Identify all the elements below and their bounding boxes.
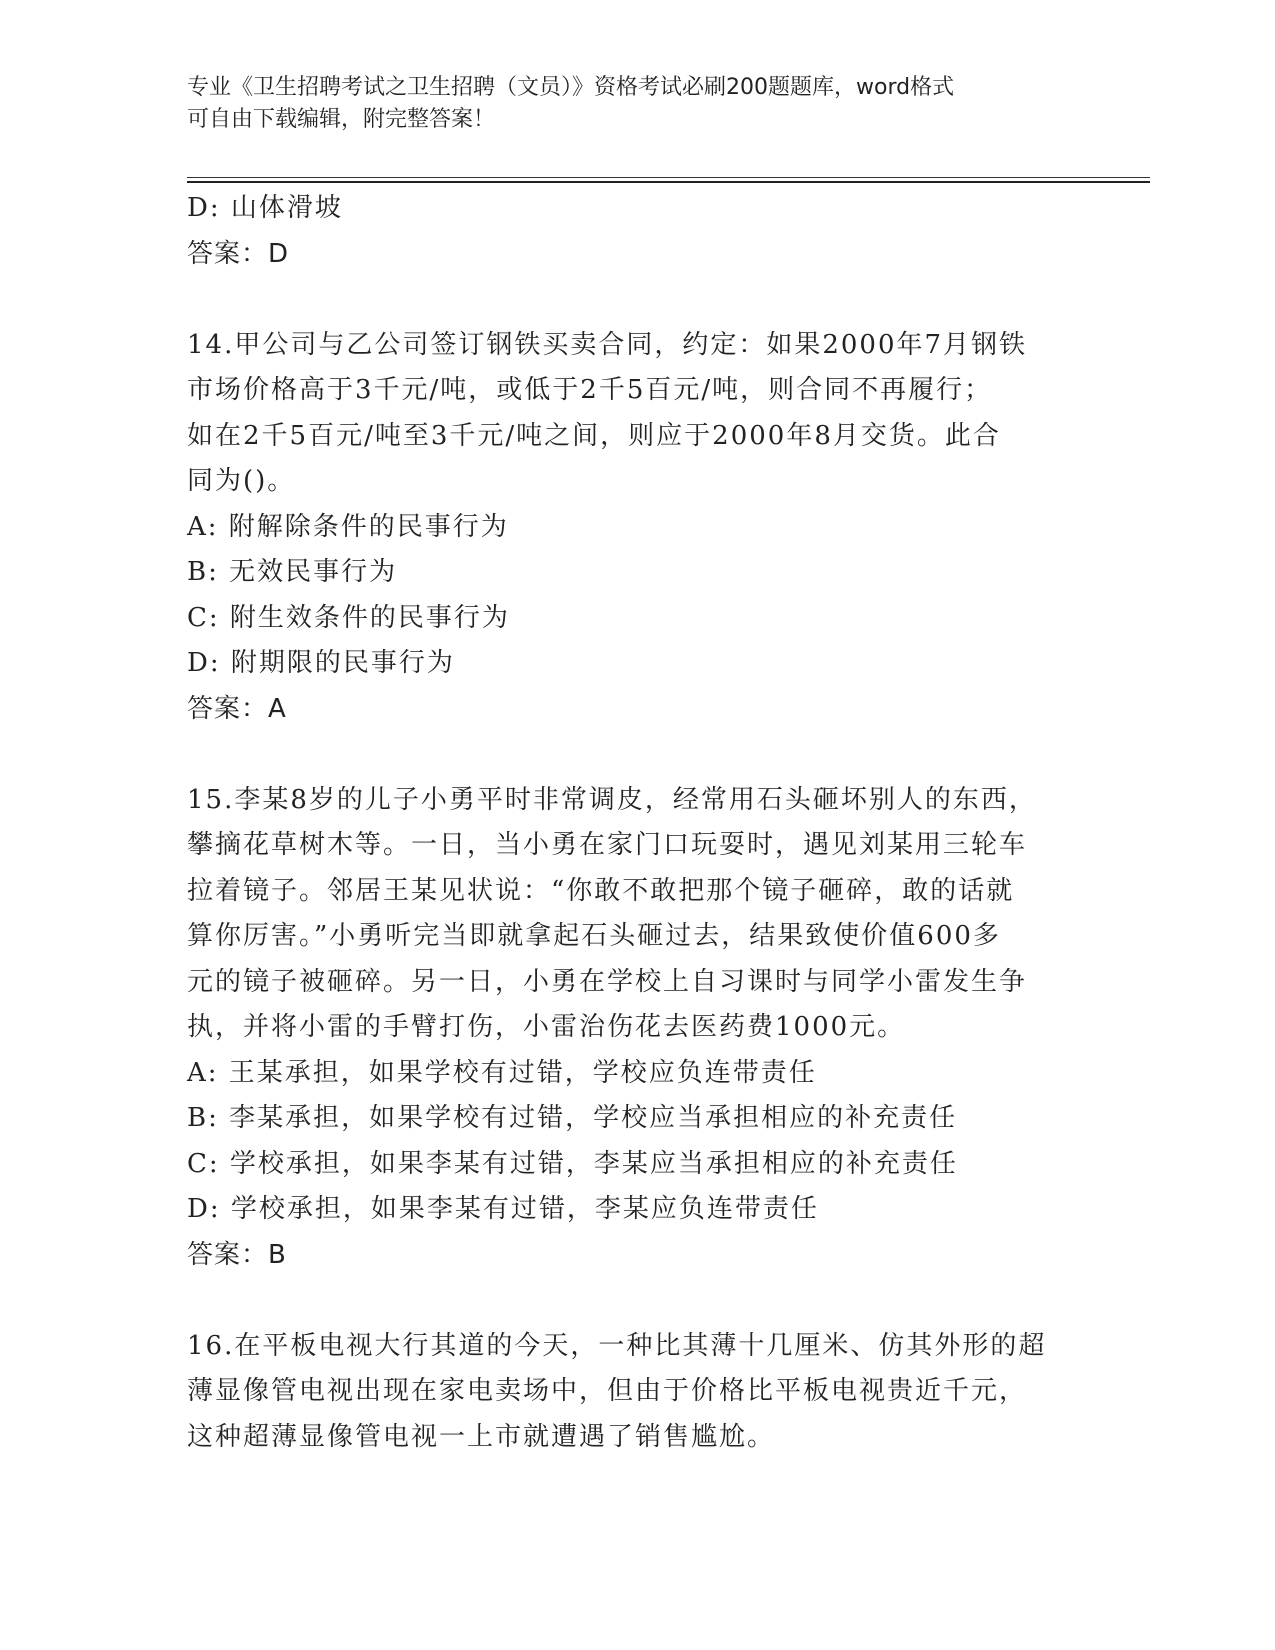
q14-option-a: A: 附解除条件的民事行为: [187, 511, 509, 542]
header-divider-thick: [187, 181, 1150, 183]
q16-stem-line: 这种超薄显像管电视一上市就遭遇了销售尴尬。: [187, 1421, 776, 1452]
question-16: [187, 1324, 1087, 1461]
q15-option-a: A: 王某承担，如果学校有过错，学校应负连带责任: [187, 1057, 817, 1088]
header-line-1: 专业《卫生招聘考试之卫生招聘（文员）》资格考试必刷200题题库，word格式: [187, 75, 955, 100]
spacer: [187, 277, 1087, 323]
question-15: [187, 778, 1087, 1279]
spacer: [187, 1278, 1087, 1324]
q14-stem-line: 市场价格高于3千元/吨，或低于2千5百元/吨，则合同不再履行；: [187, 375, 993, 405]
document-body: [187, 186, 1087, 1460]
q15-option-b: B: 李某承担，如果学校有过错，学校应当承担相应的补充责任: [187, 1103, 958, 1133]
q14-answer: 答案：A: [187, 693, 287, 724]
q15-stem-line: 元的镜子被砸碎。另一日，小勇在学校上自习课时与同学小雷发生争: [187, 966, 1028, 997]
header-divider-thin: [187, 177, 1150, 178]
q14-option-b: B: 无效民事行为: [187, 557, 398, 587]
q14-stem-line: 同为()。: [187, 466, 296, 496]
q15-stem-line: 15.李某8岁的儿子小勇平时非常调皮，经常用石头砸坏别人的东西，: [187, 784, 1037, 815]
q16-stem-line: 薄显像管电视出现在家电卖场中，但由于价格比平板电视贵近千元，: [187, 1376, 1028, 1406]
q16-stem-line: 16.在平板电视大行其道的今天，一种比其薄十几厘米、仿其外形的超: [187, 1330, 1047, 1361]
question-14: [187, 323, 1087, 733]
q15-option-d: D: 学校承担，如果李某有过错，李某应负连带责任: [187, 1194, 819, 1224]
spacer: [187, 732, 1087, 778]
q15-stem-line: 执，并将小雷的手臂打伤，小雷治伤花去医药费1000元。: [187, 1012, 906, 1042]
q14-option-c: C: 附生效条件的民事行为: [187, 602, 510, 633]
q15-stem-line: 拉着镜子。邻居王某见状说：“你敢不敢把那个镜子砸碎，敢的话就: [187, 875, 1015, 906]
q15-stem-line: 攀摘花草树木等。一日，当小勇在家门口玩耍时，遇见刘某用三轮车: [187, 830, 1028, 860]
header-line-2: 可自由下载编辑，附完整答案！: [187, 107, 496, 132]
q14-option-d: D: 附期限的民事行为: [187, 648, 455, 678]
q15-answer: 答案：B: [187, 1239, 287, 1270]
q13-answer: 答案：D: [187, 238, 290, 269]
q15-option-c: C: 学校承担，如果李某有过错，李某应当承担相应的补充责任: [187, 1148, 958, 1179]
q14-stem-line: 14.甲公司与乙公司签订钢铁买卖合同，约定：如果2000年7月钢铁: [187, 329, 1028, 360]
page-header: [187, 72, 1067, 136]
q13-option-d: D: 山体滑坡: [187, 193, 343, 223]
q14-stem-line: 如在2千5百元/吨至3千元/吨之间，则应于2000年8月交货。此合: [187, 420, 1001, 451]
q15-stem-line: 算你厉害。”小勇听完当即就拿起石头砸过去，结果致使价值600多: [187, 921, 1001, 951]
